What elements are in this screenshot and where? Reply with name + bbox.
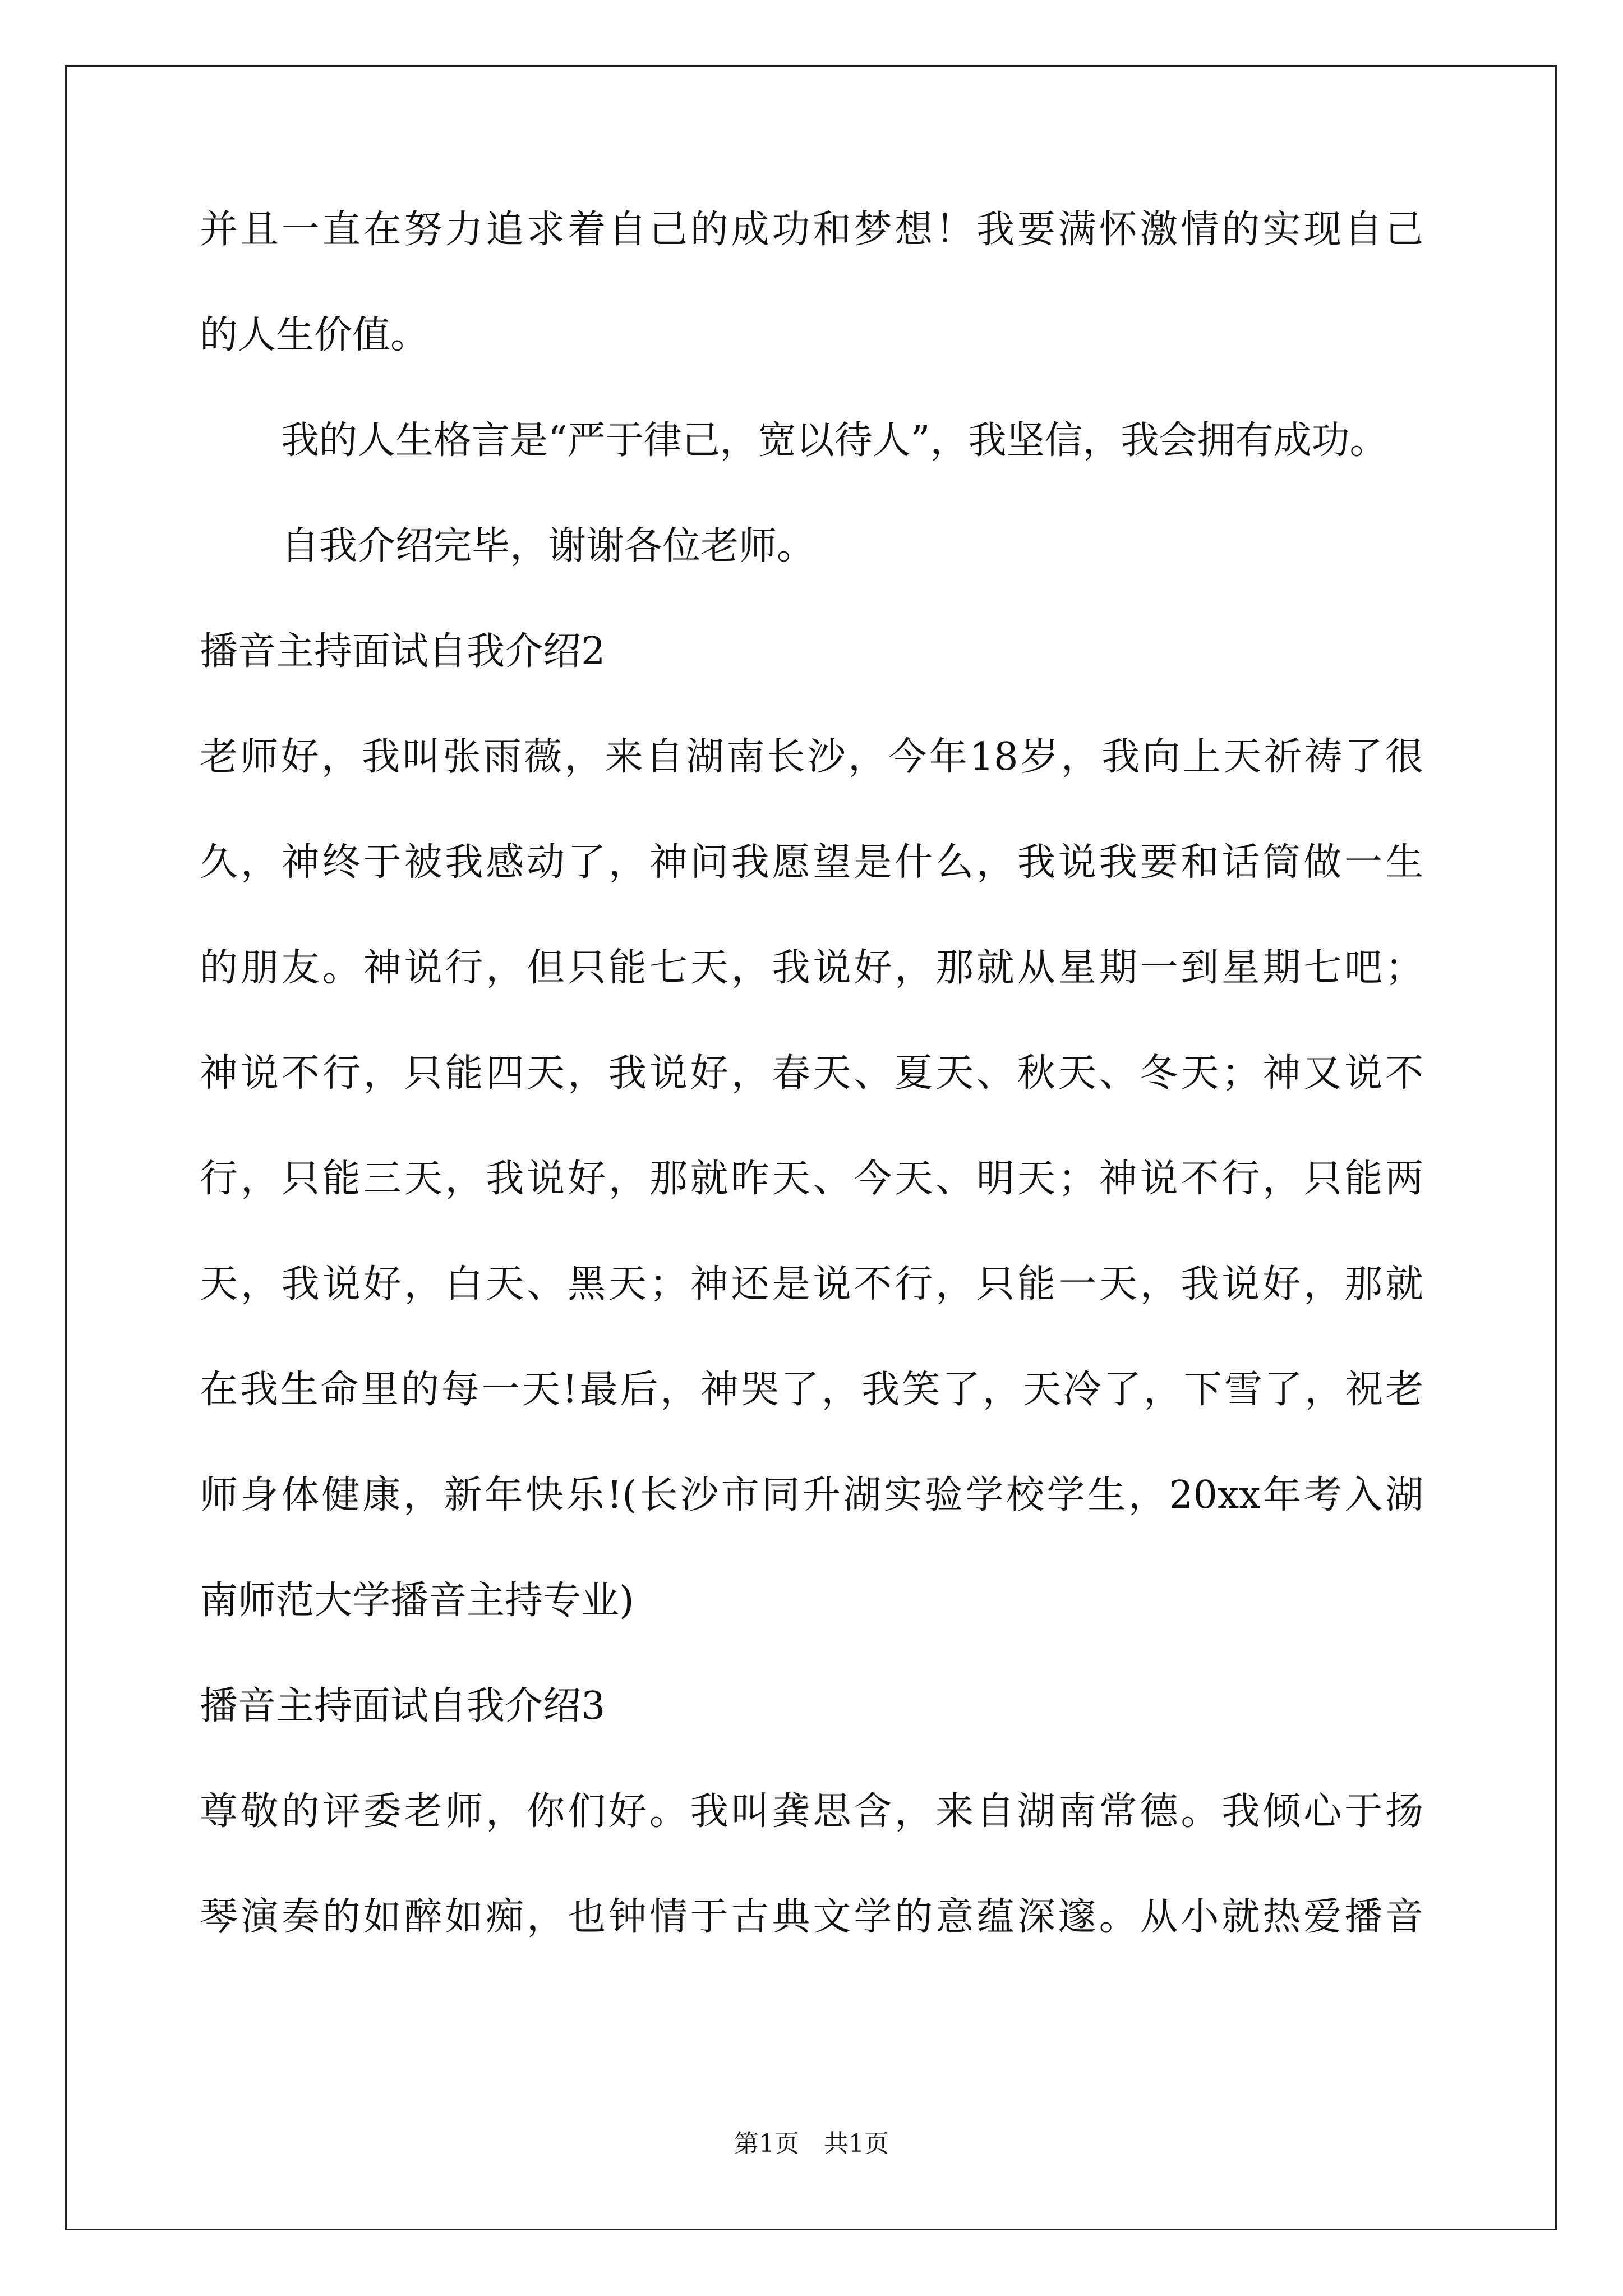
paragraph-line: 的人生价值。 [200, 313, 429, 357]
paragraph-line: 的朋友。神说行，但只能七天，我说好，那就从星期一到星期七吧； [200, 946, 1423, 990]
section-heading: 播音主持面试自我介绍3 [200, 1684, 606, 1728]
paragraph-line: 神说不行，只能四天，我说好，春天、夏天、秋天、冬天；神又说不 [200, 1051, 1423, 1096]
paragraph-line: 老师好，我叫张雨薇，来自湖南长沙，今年18岁，我向上天祈祷了很 [200, 735, 1423, 779]
paragraph-line: 在我生命里的每一天!最后，神哭了，我笑了，天冷了，下雪了，祝老 [200, 1368, 1423, 1412]
paragraph-line: 尊敬的评委老师，你们好。我叫龚思含，来自湖南常德。我倾心于扬 [200, 1789, 1423, 1834]
paragraph-line: 行，只能三天，我说好，那就昨天、今天、明天；神说不行，只能两 [200, 1157, 1423, 1201]
section-heading: 播音主持面试自我介绍2 [200, 629, 606, 674]
paragraph-line: 琴演奏的如醉如痴，也钟情于古典文学的意蕴深邃。从小就热爱播音 [200, 1895, 1423, 1939]
paragraph-line: 天，我说好，白天、黑天；神还是说不行，只能一天，我说好，那就 [200, 1262, 1423, 1306]
document-body [200, 208, 1423, 2004]
paragraph-line: 自我介绍完毕，谢谢各位老师。 [281, 524, 815, 568]
paragraph-line: 久，神终于被我感动了，神问我愿望是什么，我说我要和话筒做一生 [200, 840, 1423, 885]
paragraph-line: 南师范大学播音主持专业) [200, 1579, 634, 1623]
paragraph-line: 师身体健康，新年快乐!(长沙市同升湖实验学校学生，20xx年考入湖 [200, 1473, 1423, 1517]
paragraph-line: 并且一直在努力追求着自己的成功和梦想！我要满怀激情的实现自己 [200, 208, 1423, 252]
page-footer: 第1页 共1页 [734, 2129, 889, 2158]
paragraph-line: 我的人生格言是“严于律己，宽以待人”，我坚信，我会拥有成功。 [281, 418, 1388, 463]
